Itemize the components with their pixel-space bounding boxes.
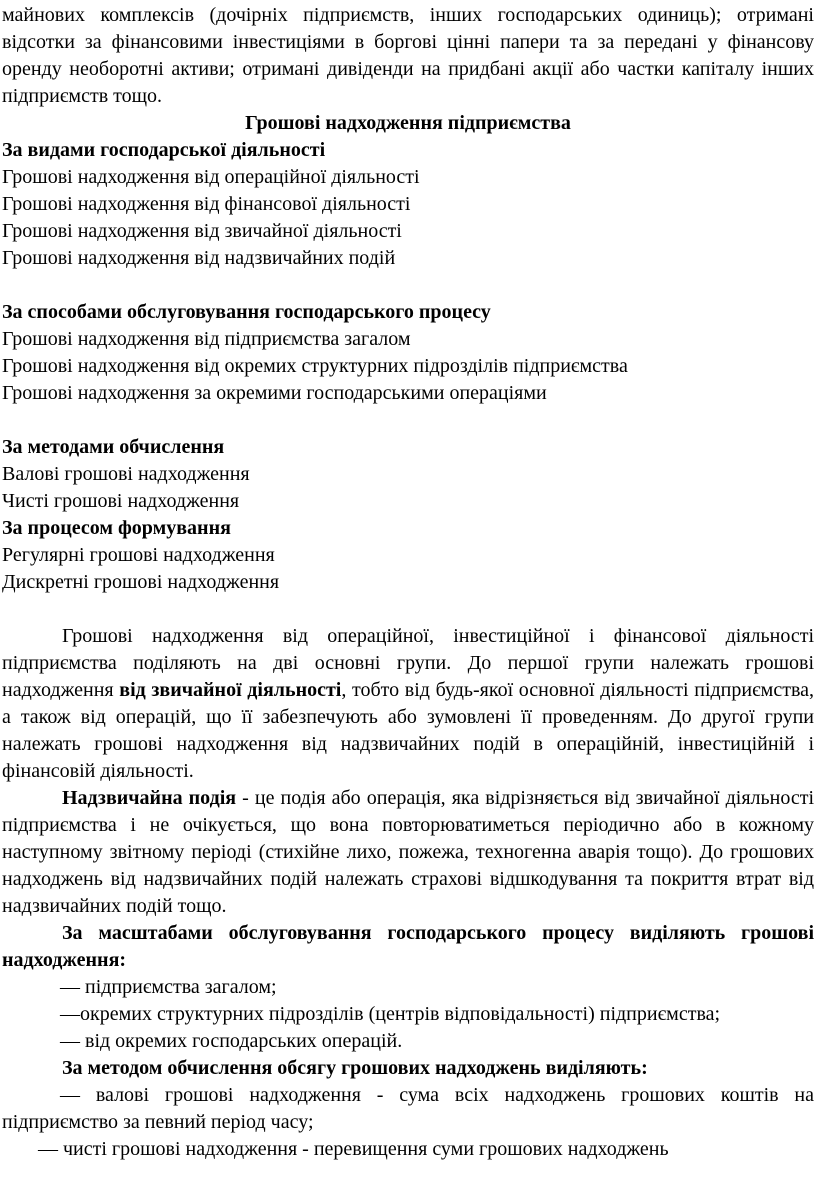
blank-line xyxy=(2,407,814,434)
emphasis-ordinary-activity: від звичайної діяльності xyxy=(119,679,342,701)
list-item: Грошові надходження від підприємства загалом xyxy=(2,328,411,350)
list-item: Дискретні грошові надходження xyxy=(2,571,280,593)
group-heading-activity: За видами господарської діяльності xyxy=(2,139,326,161)
list-item: Грошові надходження від звичайної діяльності xyxy=(2,220,402,242)
method-item: — чисті грошові надходження - перевищення суми грошових надходжень xyxy=(38,1138,669,1160)
blank-line xyxy=(2,272,814,299)
list-item: Чисті грошові надходження xyxy=(2,490,240,512)
group-heading-formation: За процесом формування xyxy=(2,517,231,539)
list-item: Регулярні грошові надходження xyxy=(2,544,275,566)
text-run: - це подія або операція, яка відрізняється від звичайної діяльності підприємства і не очікується, що вона повторюватиметься періодично або в кожному наступному звітному періоді (стихійне лихо, пожежа, техногенна аварія тощо). До грошових надходжень від надзвичайних подій належать страхові відшкодування та покриття втрат від надзвичайних подій тощо. xyxy=(2,787,815,917)
scale-item: —окремих структурних підрозділів (центрів відповідальності) підприємства; xyxy=(60,1003,721,1025)
text-run: , тобто від будь-якої основної діяльності підприємства, а також від операцій, що її забезпечують або зумовлені її проведенням. До другої групи належать грошові надходження від надзвичайних подій в операційній, інвестиційній і фінансовій діяльності. xyxy=(2,679,815,782)
list-item: Грошові надходження за окремими господарськими операціями xyxy=(2,382,547,404)
list-item: Грошові надходження від операційної діяльності xyxy=(2,166,420,188)
section-title: Грошові надходження підприємства xyxy=(245,112,571,134)
scale-item: — підприємства загалом; xyxy=(60,976,277,998)
text-run: Грошові надходження від операційної, інвестиційної і фінансової діяльності підприємства поділяють на дві основні групи. До першої групи належать грошові надходження xyxy=(2,625,814,701)
term-extraordinary-event: Надзвичайна подія xyxy=(62,787,237,809)
paragraph-two-groups xyxy=(2,623,814,785)
scale-heading: За масштабами обслуговування господарського процесу виділяють грошові надходження: xyxy=(2,922,814,971)
method-heading: За методом обчислення обсягу грошових надходжень виділяють: xyxy=(62,1057,648,1079)
blank-line xyxy=(2,596,814,623)
method-item: — валові грошові надходження - сума всіх надходжень грошових коштів на підприємство за певний період часу; xyxy=(2,1084,814,1133)
list-item: Грошові надходження від надзвичайних подій xyxy=(2,247,396,269)
intro-paragraph: майнових комплексів (дочірніх підприємств, інших господарських одиниць); отримані відсотки за фінансовими інвестиціями в боргові цінні папери та за передані у фінансову оренду необоротні активи; отримані дивіденди на придбані акції або частки капіталу інших підприємств тощо. xyxy=(2,4,814,107)
list-item: Валові грошові надходження xyxy=(2,463,250,485)
list-item: Грошові надходження від окремих структурних підрозділів підприємства xyxy=(2,355,628,377)
scale-item: — від окремих господарських операцій. xyxy=(60,1030,403,1052)
list-item: Грошові надходження від фінансової діяльності xyxy=(2,193,411,215)
paragraph-extraordinary-event xyxy=(2,785,814,920)
group-heading-method: За методами обчислення xyxy=(2,436,225,458)
group-heading-service: За способами обслуговування господарського процесу xyxy=(2,301,491,323)
